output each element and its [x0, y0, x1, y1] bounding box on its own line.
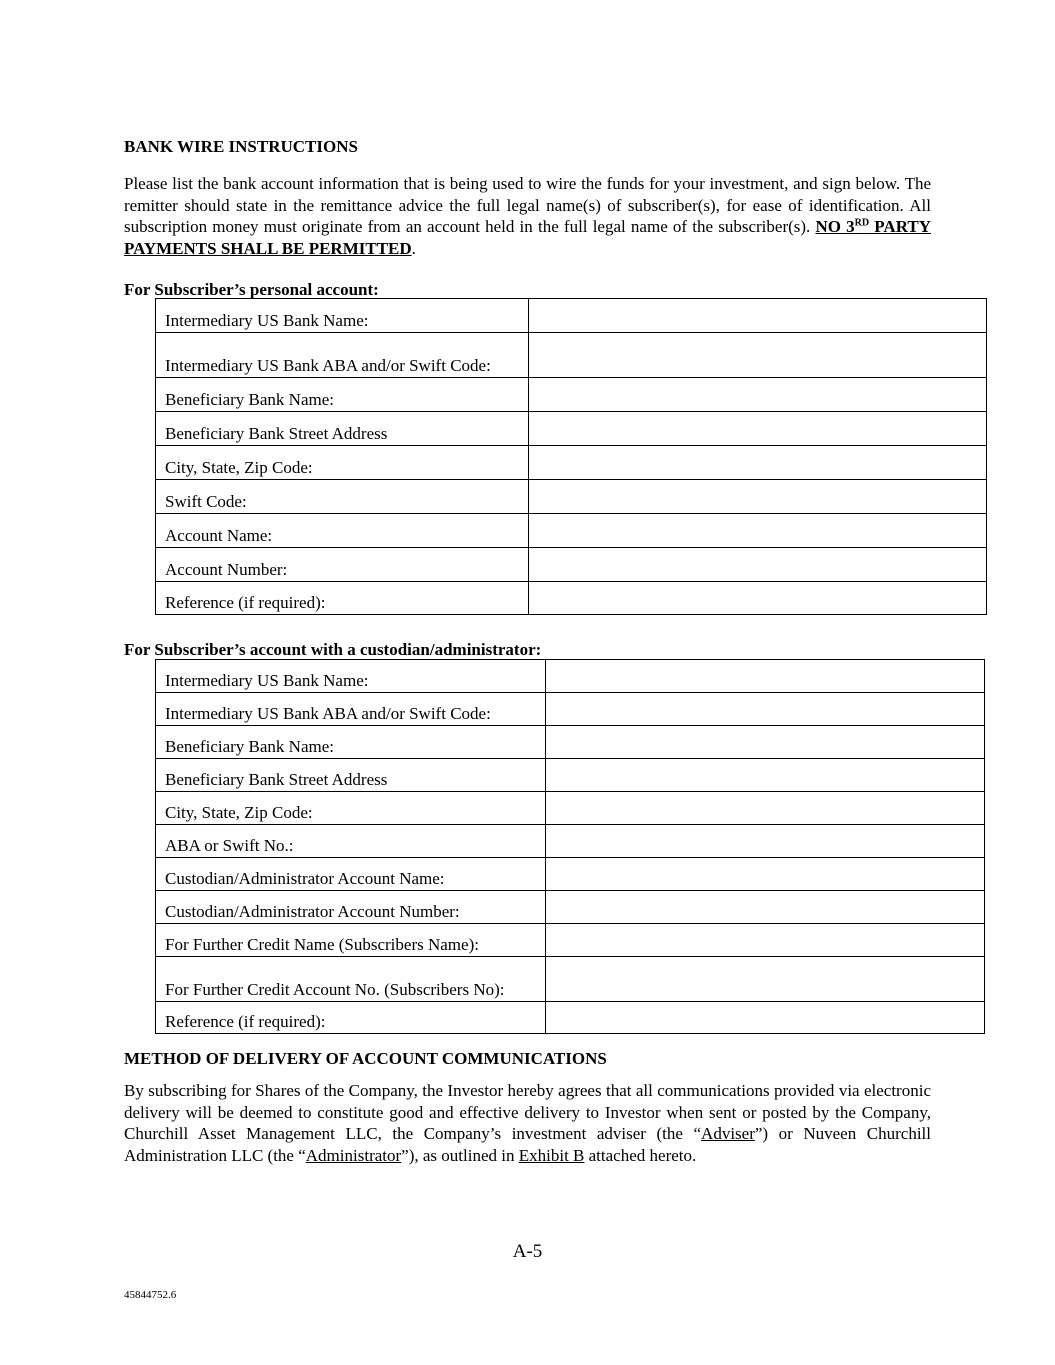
form-row	[156, 333, 987, 378]
personal-account-heading: For Subscriber’s personal account:	[124, 280, 379, 299]
form-row	[156, 548, 987, 582]
form-row	[156, 412, 987, 446]
form-row	[156, 759, 985, 792]
custodian-account-heading: For Subscriber’s account with a custodian/administrator:	[124, 640, 542, 659]
form-field-label: Swift Code:	[156, 480, 529, 514]
form-field-label: For Further Credit Account No. (Subscribers No):	[156, 957, 546, 1002]
form-field-value[interactable]	[546, 792, 985, 825]
form-row	[156, 1002, 985, 1034]
form-field-label: ABA or Swift No.:	[156, 825, 546, 858]
form-field-label: Custodian/Administrator Account Number:	[156, 891, 546, 924]
form-field-label: Custodian/Administrator Account Name:	[156, 858, 546, 891]
form-field-label: Reference (if required):	[156, 1002, 546, 1034]
form-row	[156, 693, 985, 726]
form-row	[156, 660, 985, 693]
form-field-value[interactable]	[546, 858, 985, 891]
form-field-value[interactable]	[529, 480, 987, 514]
form-field-value[interactable]	[529, 378, 987, 412]
form-field-value[interactable]	[529, 582, 987, 615]
form-field-label: Beneficiary Bank Street Address	[156, 412, 529, 446]
form-field-value[interactable]	[546, 726, 985, 759]
form-row	[156, 378, 987, 412]
administrator-term: Administrator	[305, 1146, 402, 1166]
form-field-value[interactable]	[546, 693, 985, 726]
delivery-text-2: ”) or Nuveen Churchill Administration LLC (the “	[124, 1124, 931, 1166]
form-field-value[interactable]	[529, 548, 987, 582]
document-id: 45844752.6	[124, 1289, 177, 1301]
form-row	[156, 726, 985, 759]
form-field-label: City, State, Zip Code:	[156, 792, 546, 825]
form-field-label: City, State, Zip Code:	[156, 446, 529, 480]
form-row	[156, 957, 985, 1002]
form-field-value[interactable]	[529, 333, 987, 378]
form-field-label: Intermediary US Bank ABA and/or Swift Code:	[156, 693, 546, 726]
delivery-text-4: attached hereto.	[584, 1146, 697, 1166]
warning-suffix: PARTY PAYMENTS SHALL BE PERMITTED	[124, 217, 932, 259]
warning-superscript: RD	[854, 217, 870, 229]
form-field-value[interactable]	[546, 825, 985, 858]
intro-end: .	[411, 239, 416, 259]
custodian-account-table	[155, 659, 985, 1034]
form-row	[156, 480, 987, 514]
bank-wire-intro-paragraph	[124, 173, 931, 260]
form-field-label: Intermediary US Bank Name:	[156, 299, 529, 333]
form-field-value[interactable]	[546, 924, 985, 957]
form-field-value[interactable]	[529, 412, 987, 446]
form-field-label: Account Number:	[156, 548, 529, 582]
form-row	[156, 299, 987, 333]
intro-text: Please list the bank account information that is being used to wire the funds for your investment, and sign below. The remitter should state in the remittance advice the full legal name(s) of subscriber(s), for ease of identification. All subscription money must originate from an account held in the full legal name of the subscriber(s).	[124, 174, 931, 237]
form-field-label: Intermediary US Bank ABA and/or Swift Code:	[156, 333, 529, 378]
form-field-value[interactable]	[546, 957, 985, 1002]
delivery-text-1: By subscribing for Shares of the Company, the Investor hereby agrees that all communications provided via electronic delivery will be deemed to constitute good and effective delivery to Investor when sent or posted by the Company, Churchill Asset Management LLC, the Company’s investment adviser (the “	[124, 1081, 931, 1144]
form-row	[156, 825, 985, 858]
form-field-label: Intermediary US Bank Name:	[156, 660, 546, 693]
form-row	[156, 514, 987, 548]
form-field-value[interactable]	[529, 446, 987, 480]
form-field-label: Beneficiary Bank Name:	[156, 378, 529, 412]
personal-account-table	[155, 298, 987, 615]
warning-prefix: NO 3	[815, 217, 855, 237]
section-heading-bank-wire: BANK WIRE INSTRUCTIONS	[124, 137, 358, 156]
form-row	[156, 446, 987, 480]
form-row	[156, 891, 985, 924]
form-field-label: Beneficiary Bank Street Address	[156, 759, 546, 792]
form-field-value[interactable]	[546, 1002, 985, 1034]
form-field-label: Beneficiary Bank Name:	[156, 726, 546, 759]
form-field-value[interactable]	[546, 759, 985, 792]
form-row	[156, 858, 985, 891]
adviser-term: Adviser	[701, 1124, 755, 1144]
delivery-text-3: ”), as outlined in	[401, 1146, 519, 1166]
page-number: A-5	[512, 1241, 543, 1262]
form-field-value[interactable]	[529, 299, 987, 333]
form-field-value[interactable]	[529, 514, 987, 548]
delivery-paragraph	[124, 1080, 931, 1167]
form-row	[156, 924, 985, 957]
exhibit-b-link[interactable]: Exhibit B	[518, 1146, 585, 1166]
form-field-label: For Further Credit Name (Subscribers Name):	[156, 924, 546, 957]
form-row	[156, 792, 985, 825]
form-row	[156, 582, 987, 615]
form-field-value[interactable]	[546, 891, 985, 924]
form-field-label: Reference (if required):	[156, 582, 529, 615]
section-heading-delivery: METHOD OF DELIVERY OF ACCOUNT COMMUNICATIONS	[124, 1049, 607, 1068]
form-field-value[interactable]	[546, 660, 985, 693]
form-field-label: Account Name:	[156, 514, 529, 548]
